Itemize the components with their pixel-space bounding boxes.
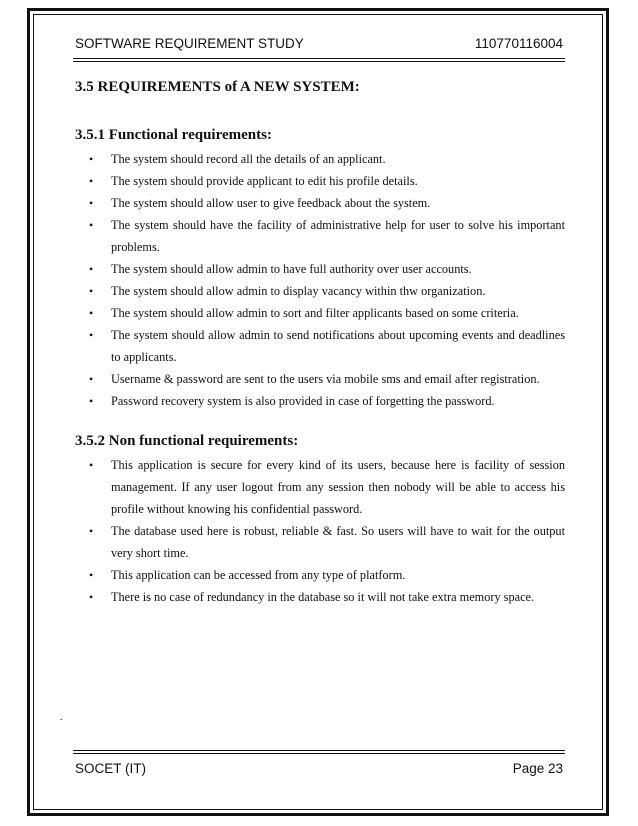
bullet-icon: •: [89, 284, 94, 298]
header-rule: [73, 58, 565, 62]
bullet-icon: •: [89, 196, 94, 210]
bullet-icon: •: [89, 306, 94, 320]
requirement-item: [75, 258, 565, 280]
requirement-text: There is no case of redundancy in the database so it will not take extra memory space.: [111, 590, 535, 604]
requirement-text: The system should allow admin to have full authority over user accounts.: [111, 262, 472, 276]
bullet-icon: •: [89, 174, 94, 188]
requirement-item: [75, 280, 565, 302]
bullet-icon: •: [89, 458, 94, 472]
requirement-item: [75, 302, 565, 324]
non-functional-requirements-list: [75, 454, 565, 608]
bullet-icon: •: [89, 568, 94, 582]
bullet-icon: •: [89, 328, 94, 342]
stray-mark: .: [60, 712, 63, 723]
bullet-icon: •: [89, 524, 94, 538]
requirement-text: Password recovery system is also provided in case of forgetting the password.: [111, 394, 495, 408]
requirement-text: The system should allow admin to sort and filter applicants based on some criteria.: [111, 306, 519, 320]
bullet-icon: •: [89, 218, 94, 232]
requirement-item: [75, 586, 565, 608]
requirement-text: The system should record all the details of an applicant.: [111, 152, 386, 166]
bullet-icon: •: [89, 590, 94, 604]
bullet-icon: •: [89, 394, 94, 408]
requirement-text: The system should have the facility of administrative help for user to solve his important problems.: [111, 218, 565, 254]
requirement-text: The database used here is robust, reliable & fast. So users will have to wait for the output very short time.: [111, 524, 565, 560]
bullet-icon: •: [89, 372, 94, 386]
header-title: SOFTWARE REQUIREMENT STUDY: [75, 36, 304, 51]
requirement-item: [75, 170, 565, 192]
footer-rule: [73, 750, 565, 754]
page-number: Page 23: [512, 761, 563, 776]
requirement-text: This application is secure for every kind of its users, because here is facility of session management. If any user logout from any session then nobody will be able to access his profile without knowing his confidential password.: [111, 458, 565, 516]
requirement-item: [75, 192, 565, 214]
section-title: 3.5 REQUIREMENTS of A NEW SYSTEM:: [75, 79, 360, 95]
requirement-item: [75, 454, 565, 520]
non-functional-requirements-title: 3.5.2 Non functional requirements:: [75, 433, 299, 449]
requirement-item: [75, 390, 565, 412]
bullet-icon: •: [89, 262, 94, 276]
requirement-item: [75, 214, 565, 258]
requirement-item: [75, 368, 565, 390]
requirement-item: [75, 148, 565, 170]
requirement-text: The system should allow admin to send notifications about upcoming events and deadlines to applicants.: [111, 328, 565, 364]
requirement-item: [75, 520, 565, 564]
page-content: [75, 78, 565, 608]
bullet-icon: •: [89, 152, 94, 166]
requirement-text: The system should allow admin to display vacancy within thw organization.: [111, 284, 486, 298]
requirement-text: The system should provide applicant to edit his profile details.: [111, 174, 418, 188]
header-doc-number: 110770116004: [474, 36, 563, 51]
requirement-text: This application can be accessed from any type of platform.: [111, 568, 406, 582]
functional-requirements-list: [75, 148, 565, 412]
requirement-text: Username & password are sent to the users via mobile sms and email after registration.: [111, 372, 540, 386]
requirement-text: The system should allow user to give feedback about the system.: [111, 196, 431, 210]
functional-requirements-title: 3.5.1 Functional requirements:: [75, 127, 272, 143]
requirement-item: [75, 324, 565, 368]
footer-label: SOCET (IT): [75, 761, 147, 776]
requirement-item: [75, 564, 565, 586]
